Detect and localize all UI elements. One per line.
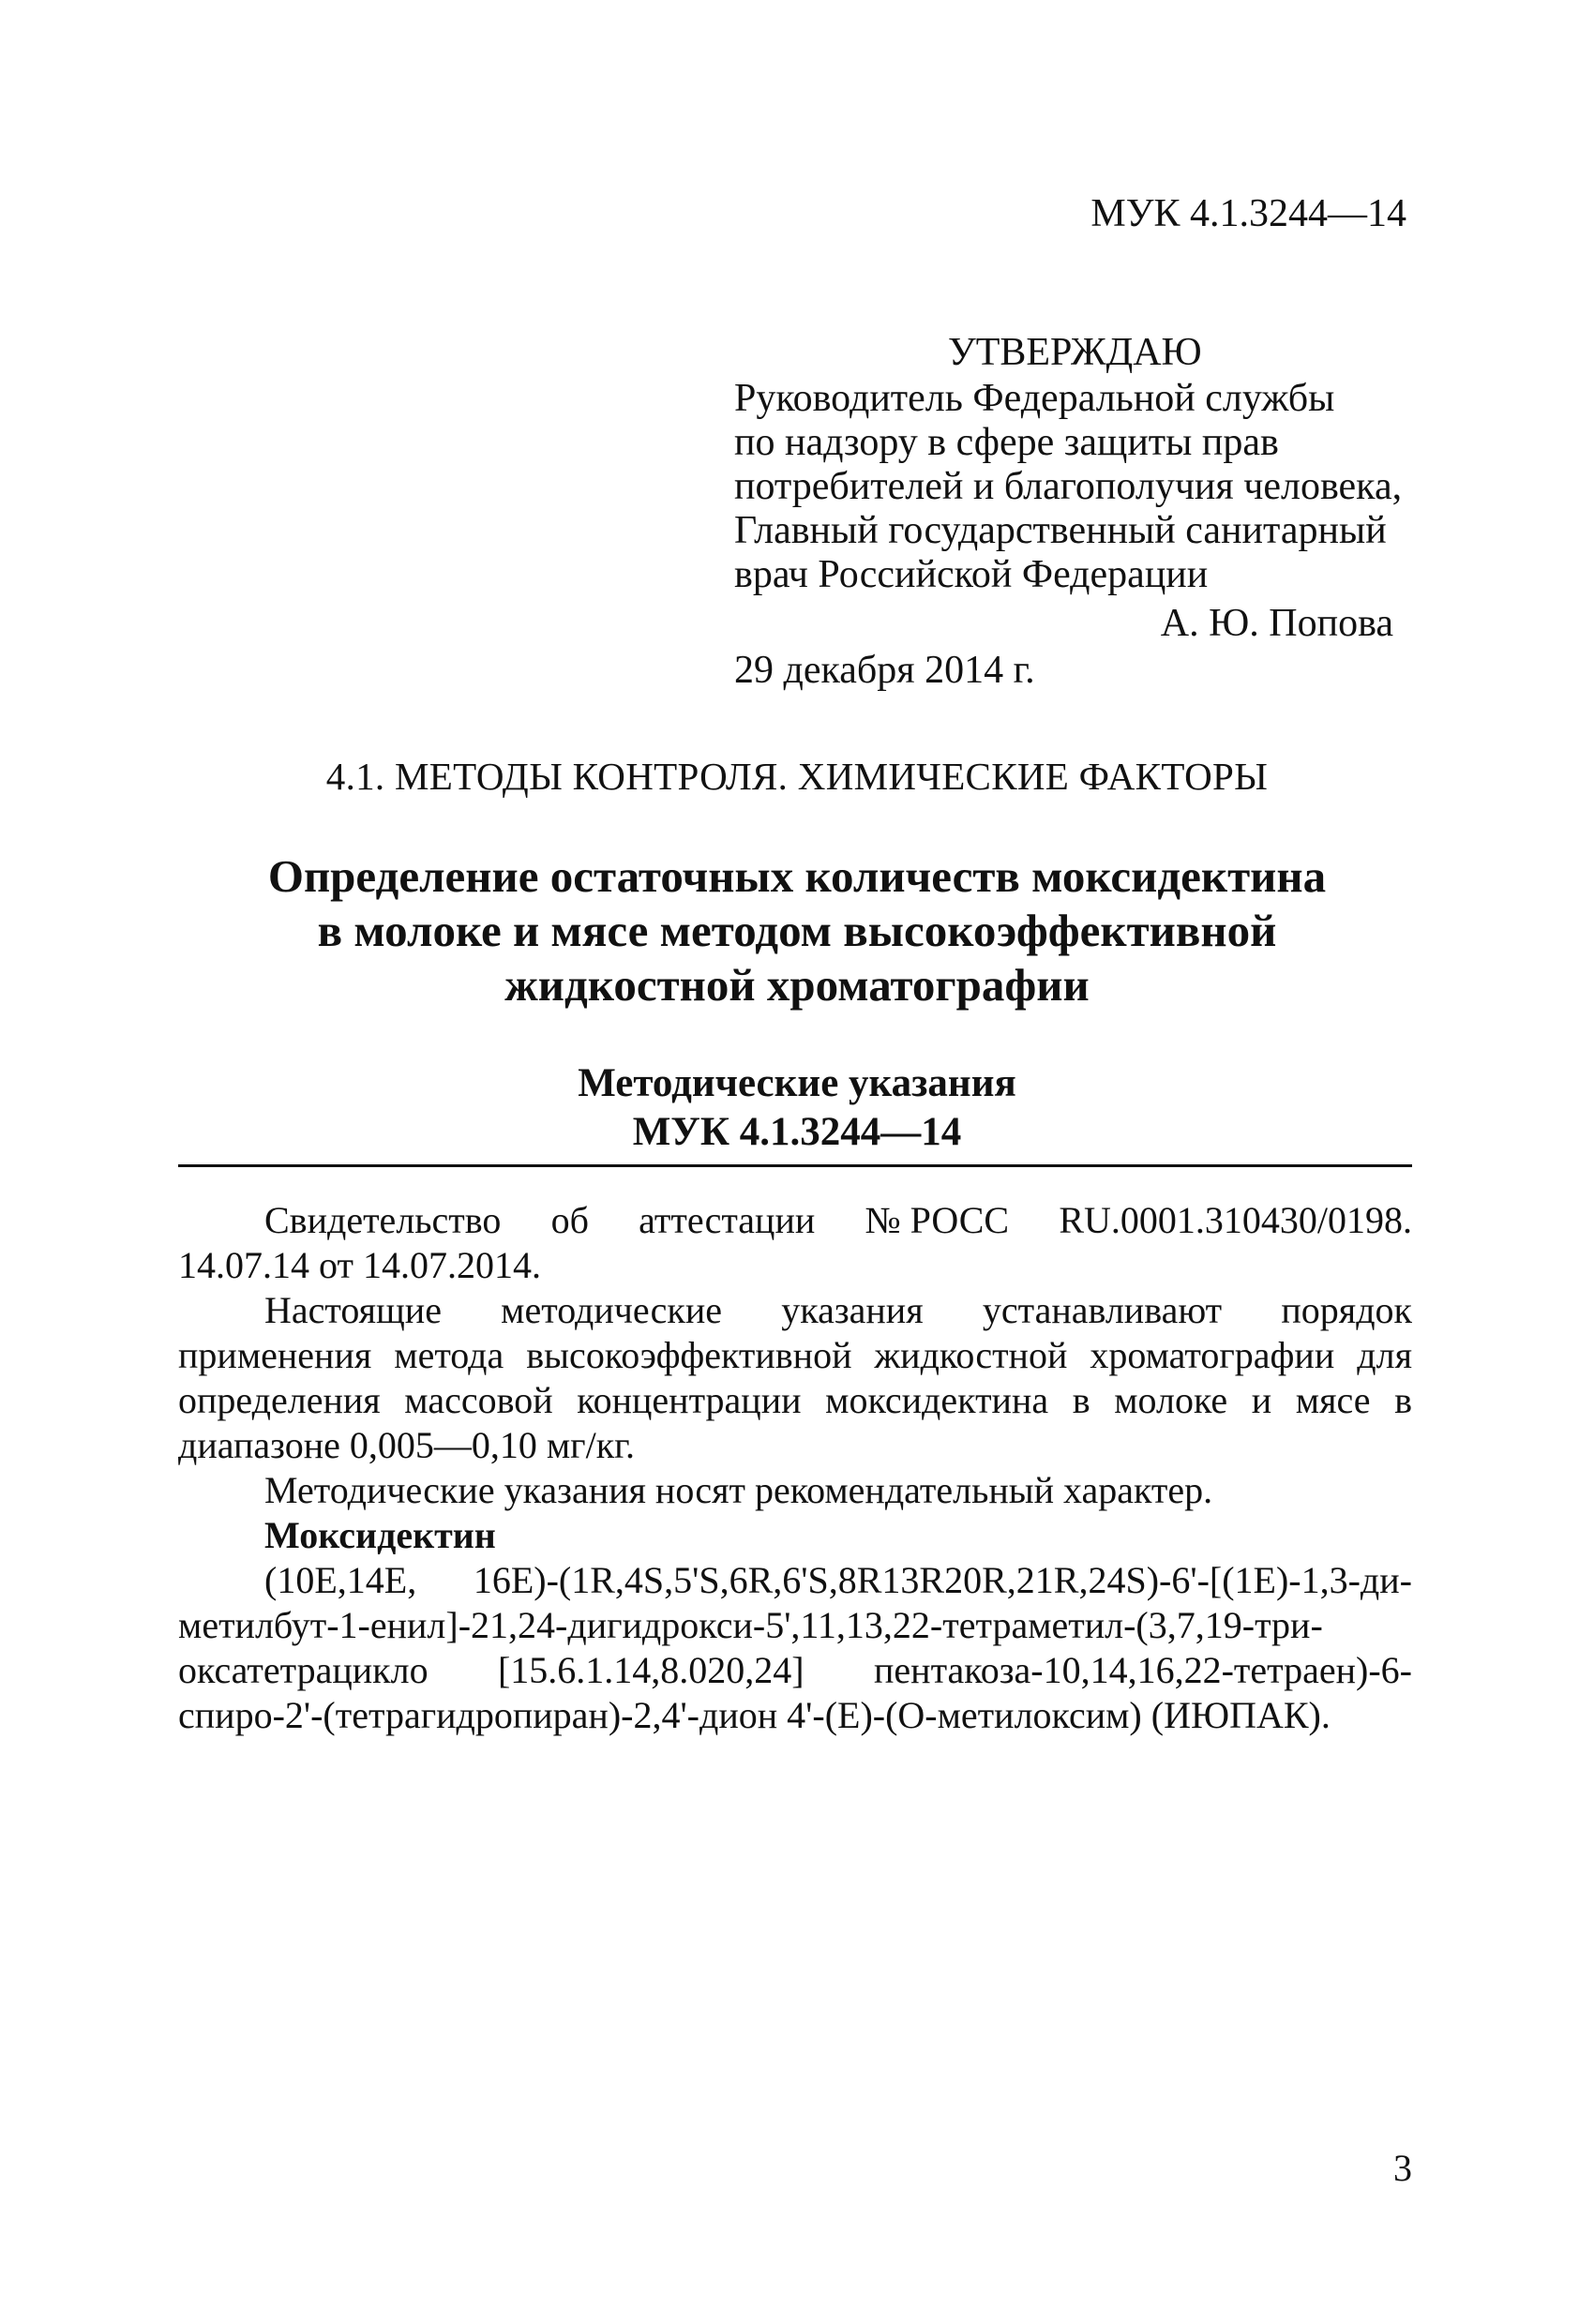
iupac-segment: (10Е,14Е, <box>264 1559 417 1601</box>
iupac-segment: [15.6.1.14,8.020,24] <box>497 1649 805 1691</box>
approval-line: врач Российской Федерации <box>734 553 1209 596</box>
horizontal-rule <box>178 1164 1412 1167</box>
iupac-segment: спиро-2'-(тетрагидропиран)-2,4'-дион 4'-(Е)-(О-метилоксим) (ИЮПАК). <box>178 1694 1331 1736</box>
title-line: Определение остаточных количеств моксидектина <box>267 850 1327 902</box>
iupac-segment: метилбут-1-енил]-21,24-дигидрокси-5',11,13,22-тетраметил-(3,7,19-три- <box>178 1604 1323 1646</box>
certificate-word: об <box>550 1199 589 1241</box>
section-heading: 4.1. МЕТОДЫ КОНТРОЛЯ. ХИМИЧЕСКИЕ ФАКТОРЫ <box>325 755 1269 798</box>
iupac-line <box>178 1648 1412 1693</box>
approval-line: по надзору в сфере защиты прав <box>734 421 1279 464</box>
substance-heading: Моксидектин <box>264 1514 496 1556</box>
certificate-number: RU.0001.310430/0198. <box>1059 1199 1412 1241</box>
iupac-segment: 16Е)-(1R,4S,5'S,6R,6'S,8R13R20R,21R,24S)-6'-[(1Е)-1,3-ди- <box>473 1559 1412 1601</box>
certificate-line <box>178 1198 1412 1243</box>
iupac-segment: оксатетрацикло <box>178 1649 429 1691</box>
approval-line: потребителей и благополучия человека, <box>734 465 1403 508</box>
subtitle-code: МУК 4.1.3244—14 <box>632 1110 962 1154</box>
scope-paragraph: Настоящие методические указания устанавливают порядок применения метода высокоэффективной жидкостной хроматографии для определения массовой концентрации моксидектина в молоке и мясе в диапазоне 0,005—0,10 мг/кг. <box>178 1289 1412 1466</box>
iupac-segment: пентакоза-10,14,16,22-тетраен)-6- <box>874 1649 1412 1691</box>
title-line: в молоке и мясе методом высокоэффективной <box>317 905 1277 956</box>
body-text <box>178 1198 1412 1738</box>
page-number: 3 <box>1393 2147 1412 2189</box>
approval-position-lines <box>734 377 1402 597</box>
approval-line: Руководитель Федеральной службы <box>734 377 1335 420</box>
approval-signer: А. Ю. Попова <box>1160 602 1393 645</box>
certificate-word: аттестации <box>639 1199 816 1241</box>
certificate-word: № РОСС <box>865 1199 1010 1241</box>
document-subtitle <box>0 1059 1594 1157</box>
iupac-line <box>178 1603 1412 1648</box>
document-code-header: МУК 4.1.3244—14 <box>1090 192 1406 235</box>
certificate-date: 14.07.14 от 14.07.2014. <box>178 1244 541 1286</box>
iupac-line <box>178 1558 1412 1603</box>
approval-date: 29 декабря 2014 г. <box>734 649 1035 692</box>
certificate-word: Свидетельство <box>264 1199 502 1241</box>
subtitle-kind: Методические указания <box>578 1061 1016 1105</box>
advisory-paragraph: Методические указания носят рекомендательный характер. <box>264 1469 1213 1511</box>
approval-line: Главный государственный санитарный <box>734 509 1387 552</box>
document-title <box>0 849 1594 1012</box>
iupac-line <box>178 1693 1412 1738</box>
title-line: жидкостной хроматографии <box>504 959 1090 1011</box>
approval-title: УТВЕРЖДАЮ <box>948 331 1202 374</box>
